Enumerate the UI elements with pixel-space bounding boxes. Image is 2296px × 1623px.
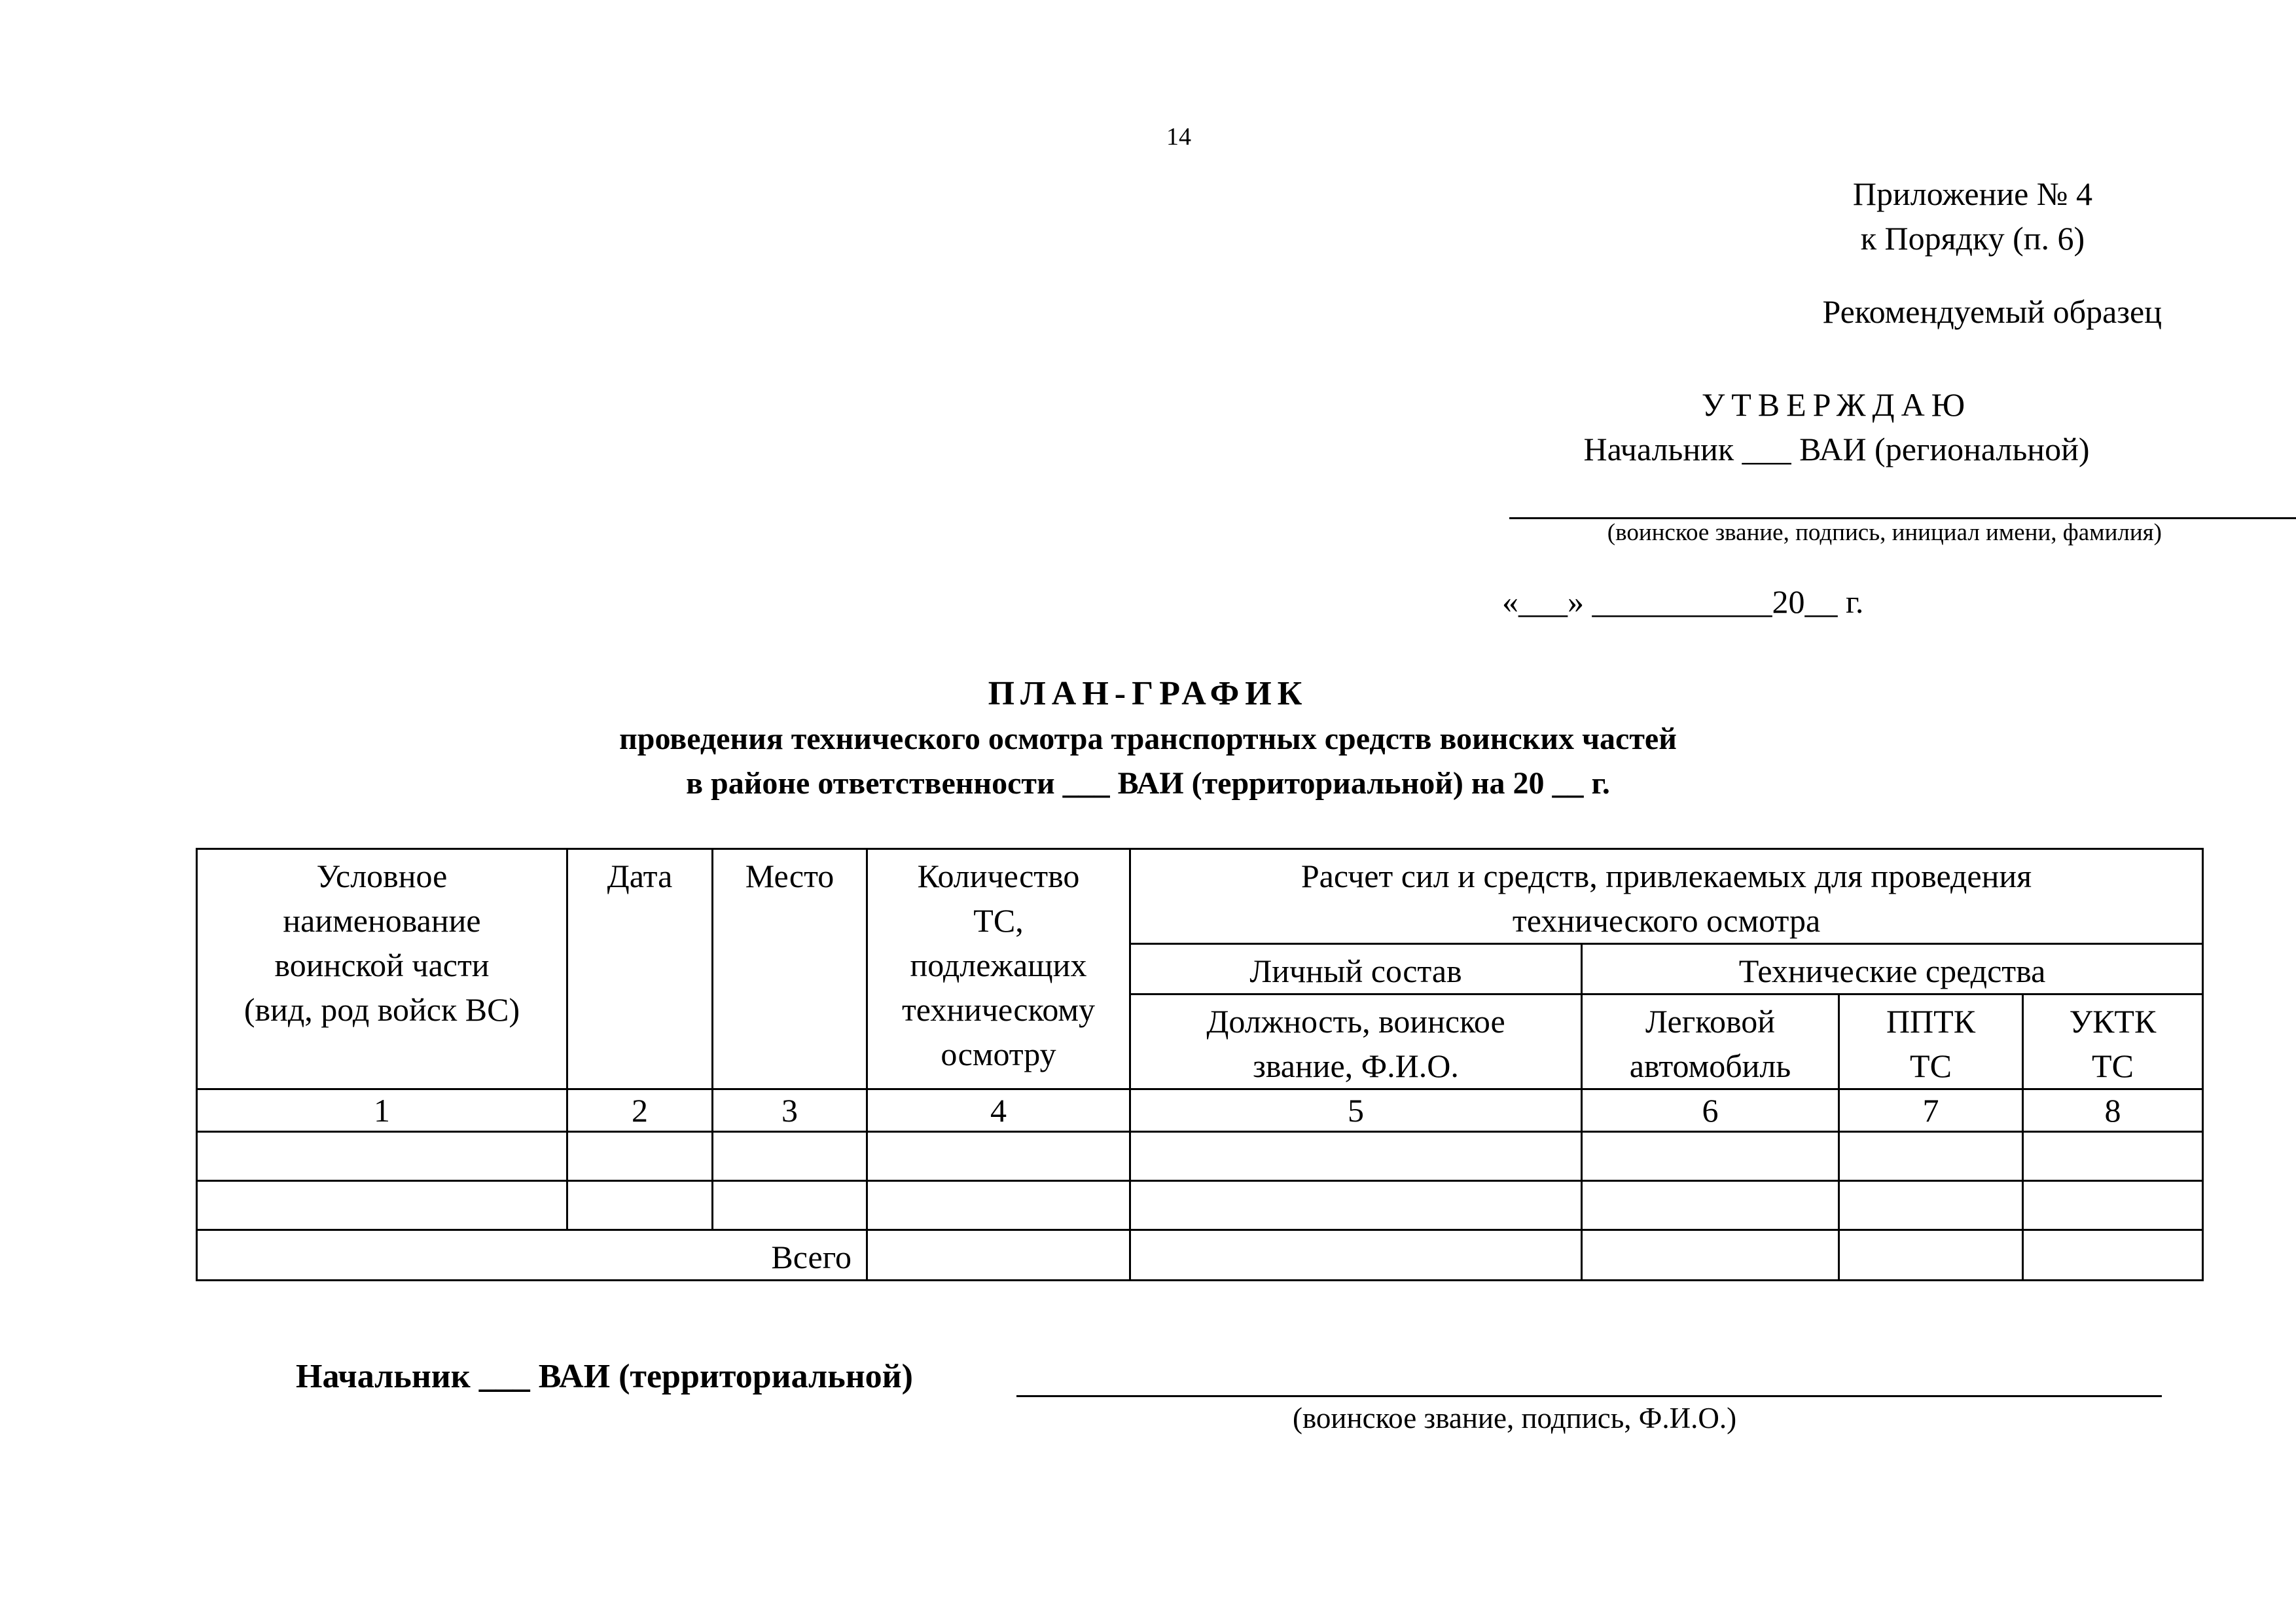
total-vehicle-count[interactable]	[867, 1230, 1130, 1281]
header-personnel: Личный состав	[1130, 944, 1582, 994]
document-title	[0, 671, 2296, 806]
approver-position: Начальник ___ ВАИ (региональной)	[1583, 431, 2090, 467]
table-cell[interactable]	[867, 1181, 1130, 1230]
table-cell[interactable]	[197, 1132, 567, 1181]
chief-signature-caption: (воинское звание, подпись, Ф.И.О.)	[1293, 1402, 1737, 1434]
table-row	[197, 1132, 2203, 1181]
header-place: Место	[713, 849, 867, 1089]
total-car[interactable]	[1582, 1230, 1839, 1281]
approval-date: «___» ___________20__ г.	[1502, 583, 1864, 620]
table-cell[interactable]	[1130, 1132, 1582, 1181]
column-number: 2	[567, 1089, 713, 1132]
column-number: 3	[713, 1089, 867, 1132]
table-cell[interactable]	[713, 1181, 867, 1230]
table-cell[interactable]	[1130, 1181, 1582, 1230]
column-number: 4	[867, 1089, 1130, 1132]
table-cell[interactable]	[567, 1132, 713, 1181]
table-cell[interactable]	[2023, 1132, 2203, 1181]
table-cell[interactable]	[1582, 1132, 1839, 1181]
header-vehicle-count: Количество ТС, подлежащих техническому осмотру	[867, 849, 1130, 1089]
table-cell[interactable]	[1582, 1181, 1839, 1230]
title-line-2: в районе ответственности ___ ВАИ (территориальной) на 20 __ г.	[686, 766, 1610, 801]
total-uktk[interactable]	[2023, 1230, 2203, 1281]
header-forces: Расчет сил и средств, привлекаемых для проведения технического осмотра	[1130, 849, 2203, 944]
title-heading: ПЛАН-ГРАФИК	[988, 675, 1308, 712]
approval-block	[1509, 382, 2164, 471]
table-cell[interactable]	[867, 1132, 1130, 1181]
annex-reference	[1853, 172, 2092, 261]
header-date: Дата	[567, 849, 713, 1089]
column-number: 5	[1130, 1089, 1582, 1132]
approver-signature-caption: (воинское звание, подпись, инициал имени, фамилия)	[1607, 519, 2162, 546]
table-cell[interactable]	[197, 1181, 567, 1230]
header-pptk: ППТК ТС	[1839, 994, 2023, 1089]
header-uktk: УКТК ТС	[2023, 994, 2203, 1089]
table-cell[interactable]	[567, 1181, 713, 1230]
column-number: 7	[1839, 1089, 2023, 1132]
column-number-row	[197, 1089, 2203, 1132]
column-number: 1	[197, 1089, 567, 1132]
table-cell[interactable]	[1839, 1132, 2023, 1181]
table-row	[197, 1181, 2203, 1230]
header-unit-name: Условное наименование воинской части (вид, род войск ВС)	[197, 849, 567, 1089]
annex-order-ref: к Порядку (п. 6)	[1860, 220, 2085, 257]
annex-number: Приложение № 4	[1852, 175, 2092, 212]
table-cell[interactable]	[713, 1132, 867, 1181]
approve-title: УТВЕРЖДАЮ	[1701, 386, 1972, 423]
table-cell[interactable]	[2023, 1181, 2203, 1230]
chief-signature-line	[1016, 1395, 2162, 1397]
sample-label: Рекомендуемый образец	[1822, 293, 2162, 330]
header-technical-means: Технические средства	[1582, 944, 2203, 994]
total-pptk[interactable]	[1839, 1230, 2023, 1281]
total-personnel[interactable]	[1130, 1230, 1582, 1281]
plan-schedule-table	[196, 848, 2204, 1281]
header-row-1	[197, 849, 2203, 944]
table-cell[interactable]	[1839, 1181, 2023, 1230]
column-number: 8	[2023, 1089, 2203, 1132]
total-row	[197, 1230, 2203, 1281]
chief-signature-label: Начальник ___ ВАИ (территориальной)	[296, 1358, 913, 1395]
column-number: 6	[1582, 1089, 1839, 1132]
header-car: Легковой автомобиль	[1582, 994, 1839, 1089]
header-position-name: Должность, воинское звание, Ф.И.О.	[1130, 994, 1582, 1089]
title-line-1: проведения технического осмотра транспортных средств воинских частей	[619, 721, 1677, 756]
page-number: 14	[1166, 123, 1191, 151]
total-label: Всего	[197, 1230, 867, 1281]
